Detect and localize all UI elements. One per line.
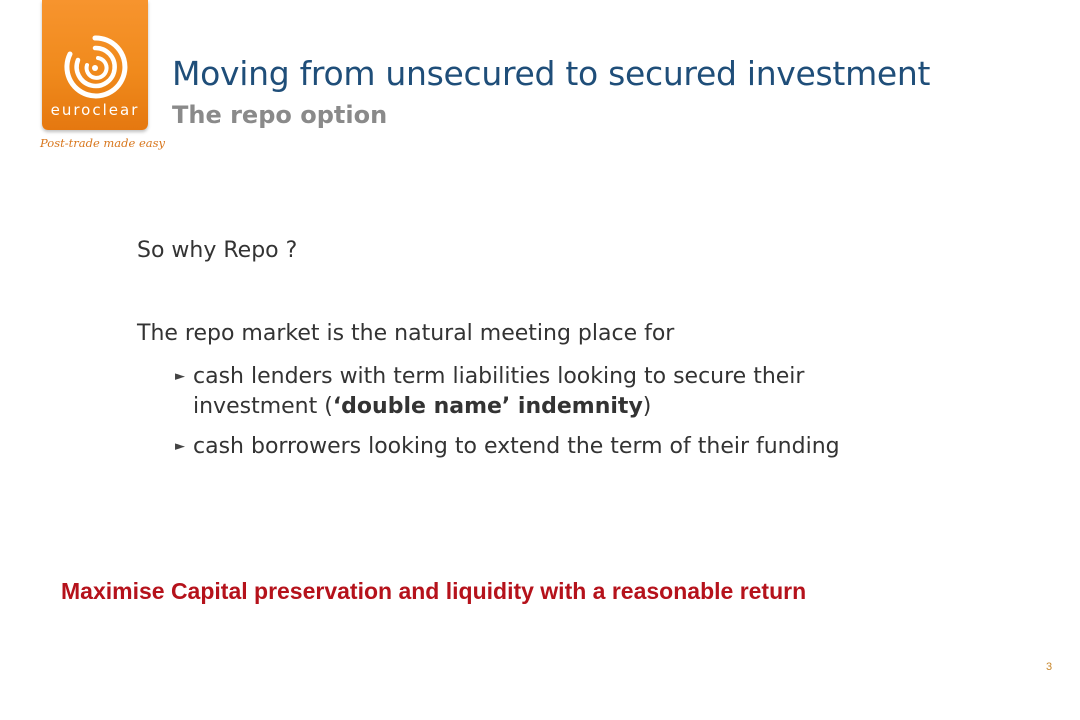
bullet-text: cash lenders with term liabilities looking to secure their investment ( [193, 364, 805, 419]
bullet-list [175, 362, 935, 472]
logo-wordmark: euroclear [50, 101, 140, 119]
question-text: So why Repo ? [137, 238, 298, 263]
page-number: 3 [1046, 661, 1053, 673]
key-message: Maximise Capital preservation and liquidity with a reasonable return [61, 578, 807, 604]
bullet-item-borrowers [175, 432, 935, 462]
slide-subtitle: The repo option [172, 101, 388, 129]
bullet-text: cash borrowers looking to extend the term of their funding [193, 434, 840, 459]
bullet-text-end: ) [642, 394, 652, 419]
brand-tagline: Post-trade made easy [40, 136, 166, 150]
euroclear-logo [42, 0, 148, 130]
bullet-bold-text: ‘double name’ indemnity [332, 394, 643, 419]
triangle-bullet-icon: ► [175, 439, 185, 454]
bullet-item-lenders [175, 362, 935, 422]
swirl-icon [60, 32, 130, 102]
intro-text: The repo market is the natural meeting place for [137, 321, 675, 346]
slide-title: Moving from unsecured to secured investment [172, 54, 931, 93]
triangle-bullet-icon: ► [175, 369, 185, 384]
